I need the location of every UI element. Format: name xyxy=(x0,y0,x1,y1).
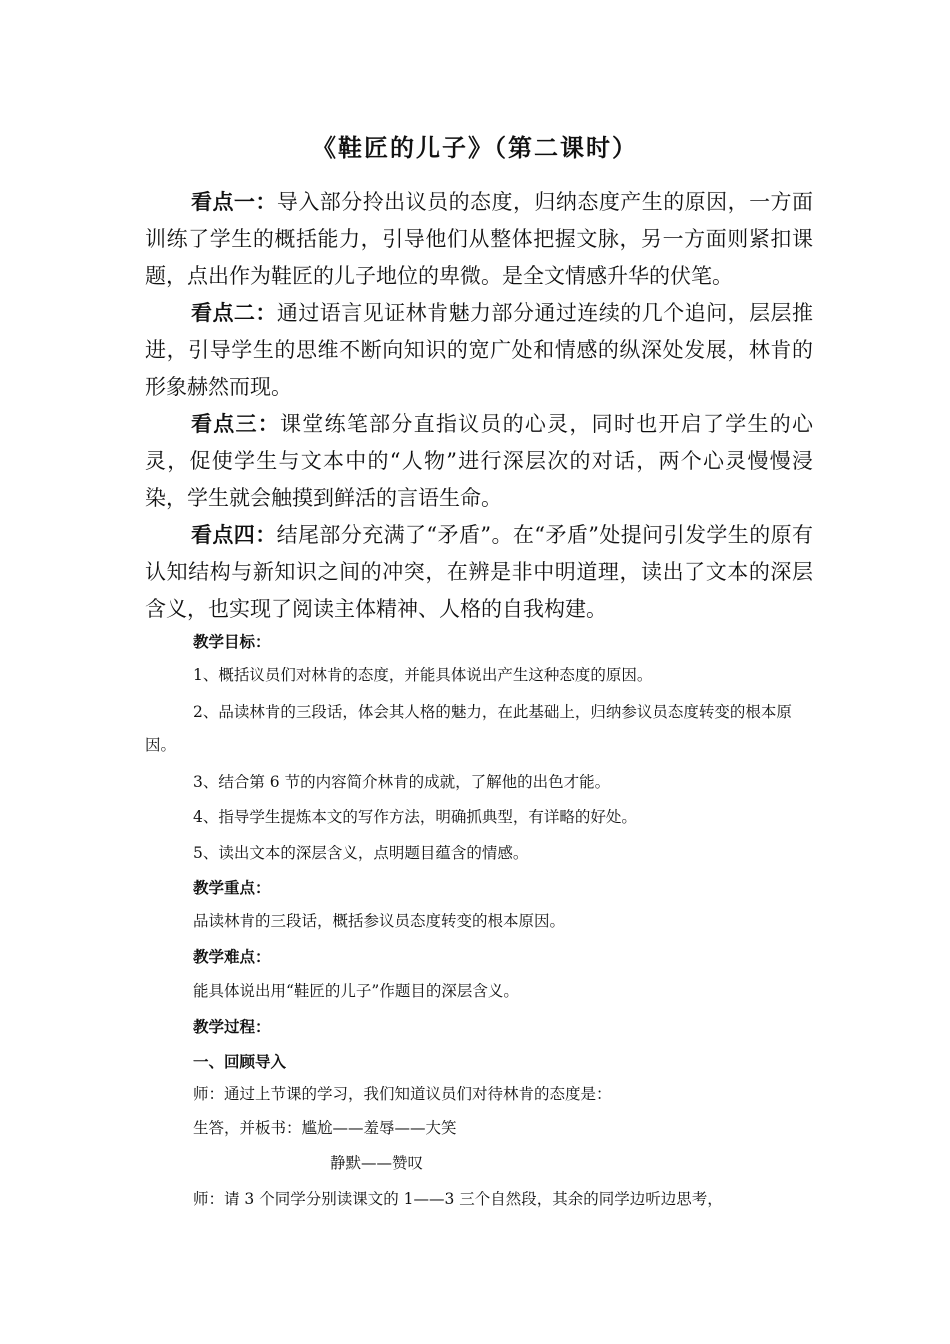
highlight-lead-2: 看点二： xyxy=(191,300,277,325)
highlight-lead-4: 看点四： xyxy=(191,522,277,547)
highlight-paragraph-4 xyxy=(145,516,813,628)
highlight-text-3: 课堂练笔部分直指议员的心灵，同时也开启了学生的心灵，促使学生与文本中的“人物”进行深层次的对话，两个心灵慢慢浸染，学生就会触摸到鲜活的言语生命。 xyxy=(145,412,814,510)
highlight-text-4: 结尾部分充满了“矛盾”。在“矛盾”处提问引发学生的原有认知结构与新知识之间的冲突，在辨是非中明道理，读出了文本的深层含义，也实现了阅读主体精神、人格的自我构建。 xyxy=(145,523,813,621)
goal-item: 1、概括议员们对林肯的态度，并能具体说出产生这种态度的原因。 xyxy=(193,666,653,684)
goal-item: 4、指导学生提炼本文的写作方法，明确抓典型，有详略的好处。 xyxy=(193,808,637,826)
highlight-text-2: 通过语言见证林肯魅力部分通过连续的几个追问，层层推进，引导学生的思维不断向知识的宽广处和情感的纵深处发展，林肯的形象赫然而现。 xyxy=(145,301,813,399)
highlight-lead-1: 看点一： xyxy=(191,189,277,214)
page-title: 《鞋匠的儿子》（第二课时） xyxy=(312,133,638,162)
teacher-line: 师：通过上节课的学习，我们知道议员们对待林肯的态度是： xyxy=(193,1085,612,1103)
difficulty-text: 能具体说出用“鞋匠的儿子”作题目的深层含义。 xyxy=(193,982,519,1000)
teacher-line: 师：请 3 个同学分别读课文的 1——3 三个自然段，其余的同学边听边思考， xyxy=(193,1190,723,1208)
goals-heading: 教学目标： xyxy=(193,632,271,651)
highlight-paragraph-1 xyxy=(145,183,813,295)
key-points-heading: 教学重点： xyxy=(193,878,271,897)
goal-item: 3、结合第 6 节的内容简介林肯的成就，了解他的出色才能。 xyxy=(193,773,611,791)
goal-item: 5、读出文本的深层含义，点明题目蕴含的情感。 xyxy=(193,844,529,862)
key-points-text: 品读林肯的三段话，概括参议员态度转变的根本原因。 xyxy=(193,912,566,930)
student-line: 生答，并板书：尴尬——羞辱——大笑 xyxy=(193,1119,457,1137)
process-heading: 教学过程： xyxy=(193,1017,271,1036)
highlight-paragraph-2 xyxy=(145,294,813,406)
highlight-lead-3: 看点三： xyxy=(191,411,281,436)
highlight-text-1: 导入部分拎出议员的态度，归纳态度产生的原因，一方面训练了学生的概括能力，引导他们从整体把握文脉，另一方面则紧扣课题，点出作为鞋匠的儿子地位的卑微。是全文情感升华的伏笔。 xyxy=(145,190,813,288)
highlight-paragraph-3 xyxy=(145,405,813,517)
section-heading: 一、回顾导入 xyxy=(193,1052,287,1071)
board-line: 静默——赞叹 xyxy=(330,1154,424,1172)
goal-item: 2、品读林肯的三段话，体会其人格的魅力，在此基础上，归纳参议员态度转变的根本原因。 xyxy=(145,703,792,754)
difficulty-heading: 教学难点： xyxy=(193,947,271,966)
